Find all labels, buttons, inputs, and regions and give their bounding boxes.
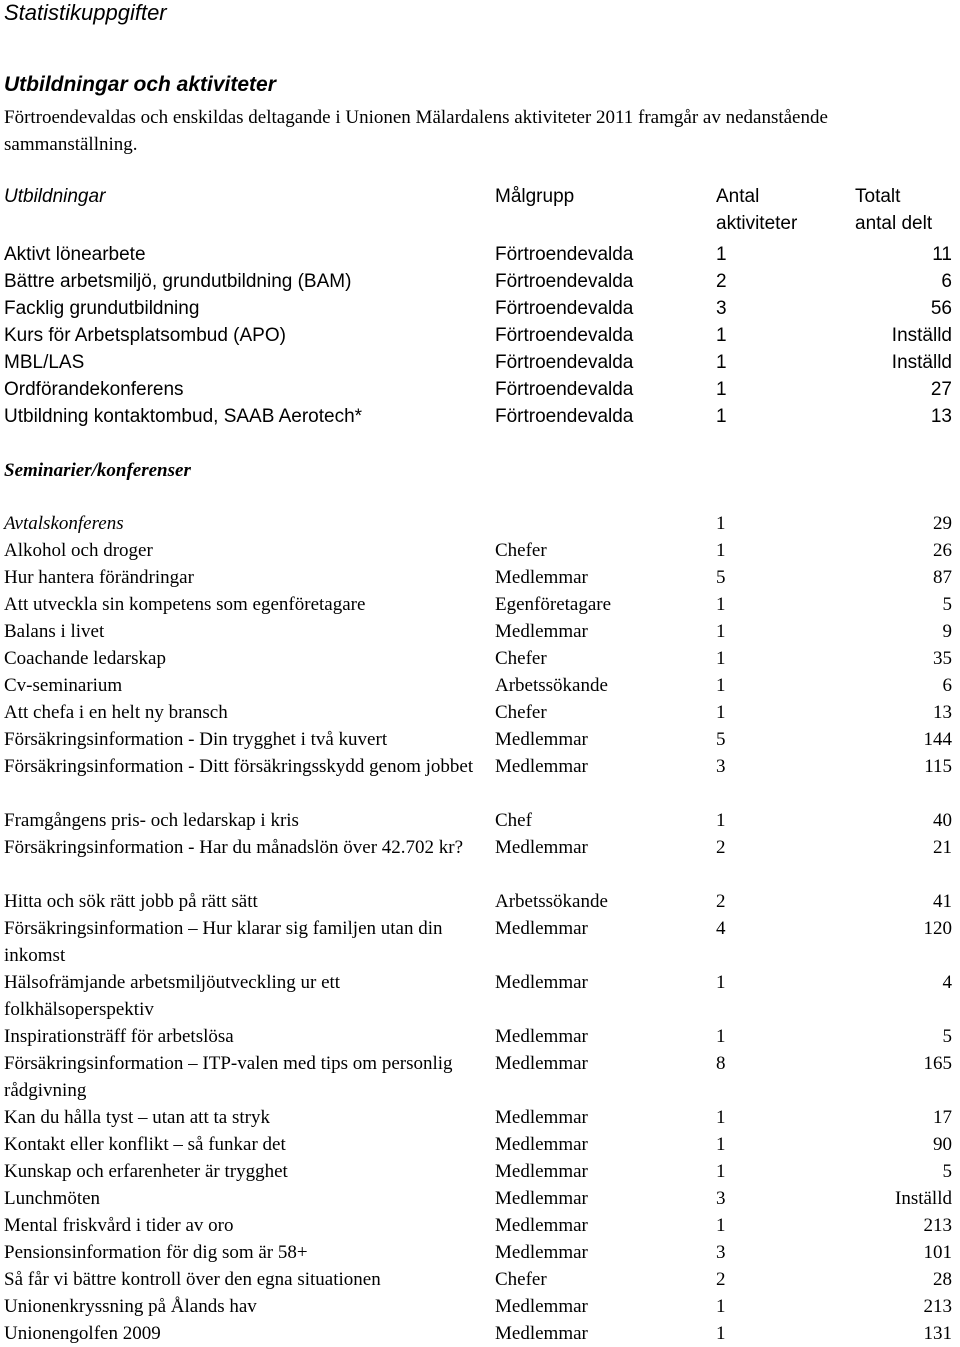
cell-participant-total: 13 [930,406,952,427]
cell-activity-name: Cv-seminarium [4,675,123,696]
intro-paragraph: Förtroendevaldas och enskildas deltagande i Unionen Mälardalens aktiviteter 2011 framgår av nedanstående sammanställning. [4,107,828,155]
cell-participant-total: 120 [923,918,952,939]
cell-participant-total: 131 [923,1323,952,1344]
cell-activity-name: Försäkringsinformation - Ditt försäkringsskydd genom jobbet [4,756,474,777]
cell-target-group: Medlemmar [495,837,588,858]
table-row [0,915,960,969]
cell-activity-count: 1 [716,406,727,427]
cell-participant-total: 101 [923,1242,952,1263]
cell-participant-total: 165 [923,1053,952,1074]
cell-activity-count: 1 [716,513,726,534]
cell-participant-total: 13 [933,702,952,723]
cell-activity-count: 5 [716,729,726,750]
table-row [0,268,960,295]
cell-activity-name: Inspirationsträff för arbetslösa [4,1026,234,1047]
cell-target-group: Medlemmar [495,918,588,939]
table-row [0,1131,960,1158]
cell-activity-name: Hur hantera förändringar [4,567,194,588]
table-row [0,564,960,591]
cell-participant-total: 4 [942,972,952,993]
table-row [0,376,960,403]
cell-target-group: Arbetssökande [495,891,608,912]
cell-activity-count: 1 [716,621,726,642]
cell-activity-name: Lunchmöten [4,1188,101,1209]
table-row [0,1239,960,1266]
cell-target-group: Chef [495,810,532,831]
cell-target-group: Medlemmar [495,756,588,777]
cell-target-group: Medlemmar [495,972,588,993]
table-row [0,888,960,915]
cell-activity-count: 2 [716,271,727,292]
cell-activity-name: Kunskap och erfarenheter är trygghet [4,1161,288,1182]
cell-target-group: Medlemmar [495,1107,588,1128]
header-count-line1: Antal [716,186,760,207]
cell-activity-count: 1 [716,352,727,373]
table-row [0,1023,960,1050]
cell-participant-total: 17 [933,1107,952,1128]
cell-participant-total: 5 [942,594,952,615]
cell-activity-name: Coachande ledarskap [4,648,166,669]
cell-activity-count: 8 [716,1053,726,1074]
cell-participant-total: 29 [933,513,952,534]
document-title: Statistikuppgifter [4,0,167,25]
cell-activity-count: 2 [716,1269,726,1290]
table-row [0,645,960,672]
cell-activity-count: 1 [716,1134,726,1155]
cell-activity-count: 1 [716,1026,726,1047]
cell-activity-count: 3 [716,756,726,777]
table-row [0,726,960,753]
cell-participant-total: 9 [942,621,952,642]
cell-participant-total: 5 [942,1161,952,1182]
header-total-line2: antal delt [855,213,933,234]
cell-participant-total: 21 [933,837,952,858]
table-row [0,753,960,807]
cell-activity-count: 1 [716,1107,726,1128]
cell-activity-count: 5 [716,567,726,588]
cell-activity-count: 3 [716,1188,726,1209]
cell-activity-name: Hälsofrämjande arbetsmiljöutveckling ur ett folkhälsoperspektiv [4,972,341,1020]
cell-participant-total: 28 [933,1269,952,1290]
cell-activity-name: Att utveckla sin kompetens som egenföretagare [4,594,366,615]
cell-target-group: Medlemmar [495,567,588,588]
cell-target-group: Medlemmar [495,1296,588,1317]
cell-participant-total: 5 [942,1026,952,1047]
table-row [0,672,960,699]
cell-activity-name: Att chefa i en helt ny bransch [4,702,228,723]
cell-participant-total: 40 [933,810,952,831]
table-row [0,510,960,537]
cell-activity-name: Alkohol och droger [4,540,153,561]
cell-target-group: Förtroendevalda [495,406,634,427]
cell-activity-count: 2 [716,891,726,912]
cell-participant-total: 26 [933,540,952,561]
cell-participant-total: 213 [923,1296,952,1317]
cell-participant-total: 213 [923,1215,952,1236]
cell-target-group: Medlemmar [495,1188,588,1209]
cell-activity-name: Avtalskonferens [4,513,124,534]
table-row [0,322,960,349]
cell-activity-name: Så får vi bättre kontroll över den egna situationen [4,1269,381,1290]
cell-activity-count: 1 [716,244,727,265]
cell-target-group: Medlemmar [495,1323,588,1344]
table-row [0,1212,960,1239]
cell-activity-name: Försäkringsinformation – Hur klarar sig familjen utan din inkomst [4,918,443,966]
cell-activity-count: 1 [716,325,727,346]
cell-participant-total: 27 [930,379,952,400]
cell-activity-name: Facklig grundutbildning [4,298,200,319]
cell-activity-count: 1 [716,594,726,615]
cell-target-group: Förtroendevalda [495,379,634,400]
table-row [0,591,960,618]
cell-activity-name: Kontakt eller konflikt – så funkar det [4,1134,286,1155]
cell-activity-count: 1 [716,972,726,993]
cell-target-group: Medlemmar [495,1242,588,1263]
table-row [0,295,960,322]
cell-activity-name: Pensionsinformation för dig som är 58+ [4,1242,308,1263]
cell-activity-count: 1 [716,702,726,723]
table-row [0,241,960,268]
cell-activity-count: 1 [716,1323,726,1344]
table-row [0,969,960,1023]
cell-activity-name: Ordförandekonferens [4,379,184,400]
cell-target-group: Förtroendevalda [495,325,634,346]
cell-activity-name: Utbildning kontaktombud, SAAB Aerotech* [4,406,363,427]
cell-activity-count: 3 [716,298,727,319]
cell-target-group: Chefer [495,540,547,561]
cell-target-group: Chefer [495,1269,547,1290]
table-row [0,834,960,888]
cell-target-group: Chefer [495,648,547,669]
cell-activity-count: 2 [716,837,726,858]
cell-target-group: Medlemmar [495,1215,588,1236]
cell-activity-count: 1 [716,1296,726,1317]
table-row [0,1104,960,1131]
cell-activity-count: 1 [716,1215,726,1236]
cell-activity-name: Försäkringsinformation - Har du månadslön över 42.702 kr? [4,837,464,858]
cell-activity-count: 1 [716,1161,726,1182]
table-row [0,1266,960,1293]
cell-activity-count: 1 [716,675,726,696]
header-count-line2: aktiviteter [716,213,798,234]
table-row [0,1293,960,1320]
cell-participant-total: 35 [933,648,952,669]
cell-target-group: Chefer [495,702,547,723]
cell-activity-name: Balans i livet [4,621,105,642]
table-row [0,403,960,430]
cell-activity-name: Försäkringsinformation – ITP-valen med tips om personlig rådgivning [4,1053,453,1101]
header-total-line1: Totalt [855,186,901,207]
cell-participant-total: Inställd [891,325,952,346]
cell-activity-count: 1 [716,540,726,561]
section-heading: Utbildningar och aktiviteter [4,73,276,96]
table-row [0,807,960,834]
cell-participant-total: 87 [933,567,952,588]
cell-activity-count: 1 [716,810,726,831]
cell-target-group: Förtroendevalda [495,298,634,319]
cell-activity-name: Kurs för Arbetsplatsombud (APO) [4,325,286,346]
cell-target-group: Medlemmar [495,1134,588,1155]
cell-target-group: Medlemmar [495,621,588,642]
cell-participant-total: 144 [923,729,952,750]
header-target: Målgrupp [495,186,575,207]
cell-participant-total: Inställd [891,352,952,373]
cell-target-group: Förtroendevalda [495,271,634,292]
cell-activity-name: Unionengolfen 2009 [4,1323,161,1344]
seminar-heading: Seminarier/konferenser [4,460,191,481]
table-row [0,699,960,726]
cell-target-group: Medlemmar [495,729,588,750]
cell-activity-name: Mental friskvård i tider av oro [4,1215,234,1236]
cell-activity-name: Framgångens pris- och ledarskap i kris [4,810,299,831]
table-row [0,1050,960,1104]
cell-target-group: Egenföretagare [495,594,612,615]
cell-target-group: Förtroendevalda [495,244,634,265]
cell-activity-name: MBL/LAS [4,352,85,373]
cell-participant-total: Inställd [895,1188,952,1209]
cell-participant-total: 6 [942,675,952,696]
cell-activity-name: Kan du hålla tyst – utan att ta stryk [4,1107,270,1128]
cell-participant-total: 90 [933,1134,952,1155]
cell-target-group: Medlemmar [495,1026,588,1047]
table-row [0,349,960,376]
cell-activity-name: Hitta och sök rätt jobb på rätt sätt [4,891,258,912]
cell-activity-count: 3 [716,1242,726,1263]
table-row [0,537,960,564]
table-row [0,618,960,645]
cell-activity-name: Unionenkryssning på Ålands hav [4,1296,257,1317]
cell-target-group: Medlemmar [495,1053,588,1074]
cell-activity-count: 4 [716,918,726,939]
cell-participant-total: 41 [933,891,952,912]
cell-participant-total: 56 [930,298,952,319]
cell-activity-name: Aktivt lönearbete [4,244,146,265]
cell-target-group: Medlemmar [495,1161,588,1182]
table-row [0,1185,960,1212]
cell-target-group: Förtroendevalda [495,352,634,373]
table-row [0,1320,960,1347]
cell-participant-total: 11 [932,244,952,265]
cell-activity-name: Försäkringsinformation - Din trygghet i två kuvert [4,729,388,750]
cell-target-group: Arbetssökande [495,675,608,696]
table-row [0,1158,960,1185]
cell-participant-total: 115 [924,756,952,777]
cell-activity-name: Bättre arbetsmiljö, grundutbildning (BAM) [4,271,352,292]
cell-activity-count: 1 [716,379,727,400]
cell-activity-count: 1 [716,648,726,669]
header-course: Utbildningar [4,186,106,207]
cell-participant-total: 6 [941,271,952,292]
